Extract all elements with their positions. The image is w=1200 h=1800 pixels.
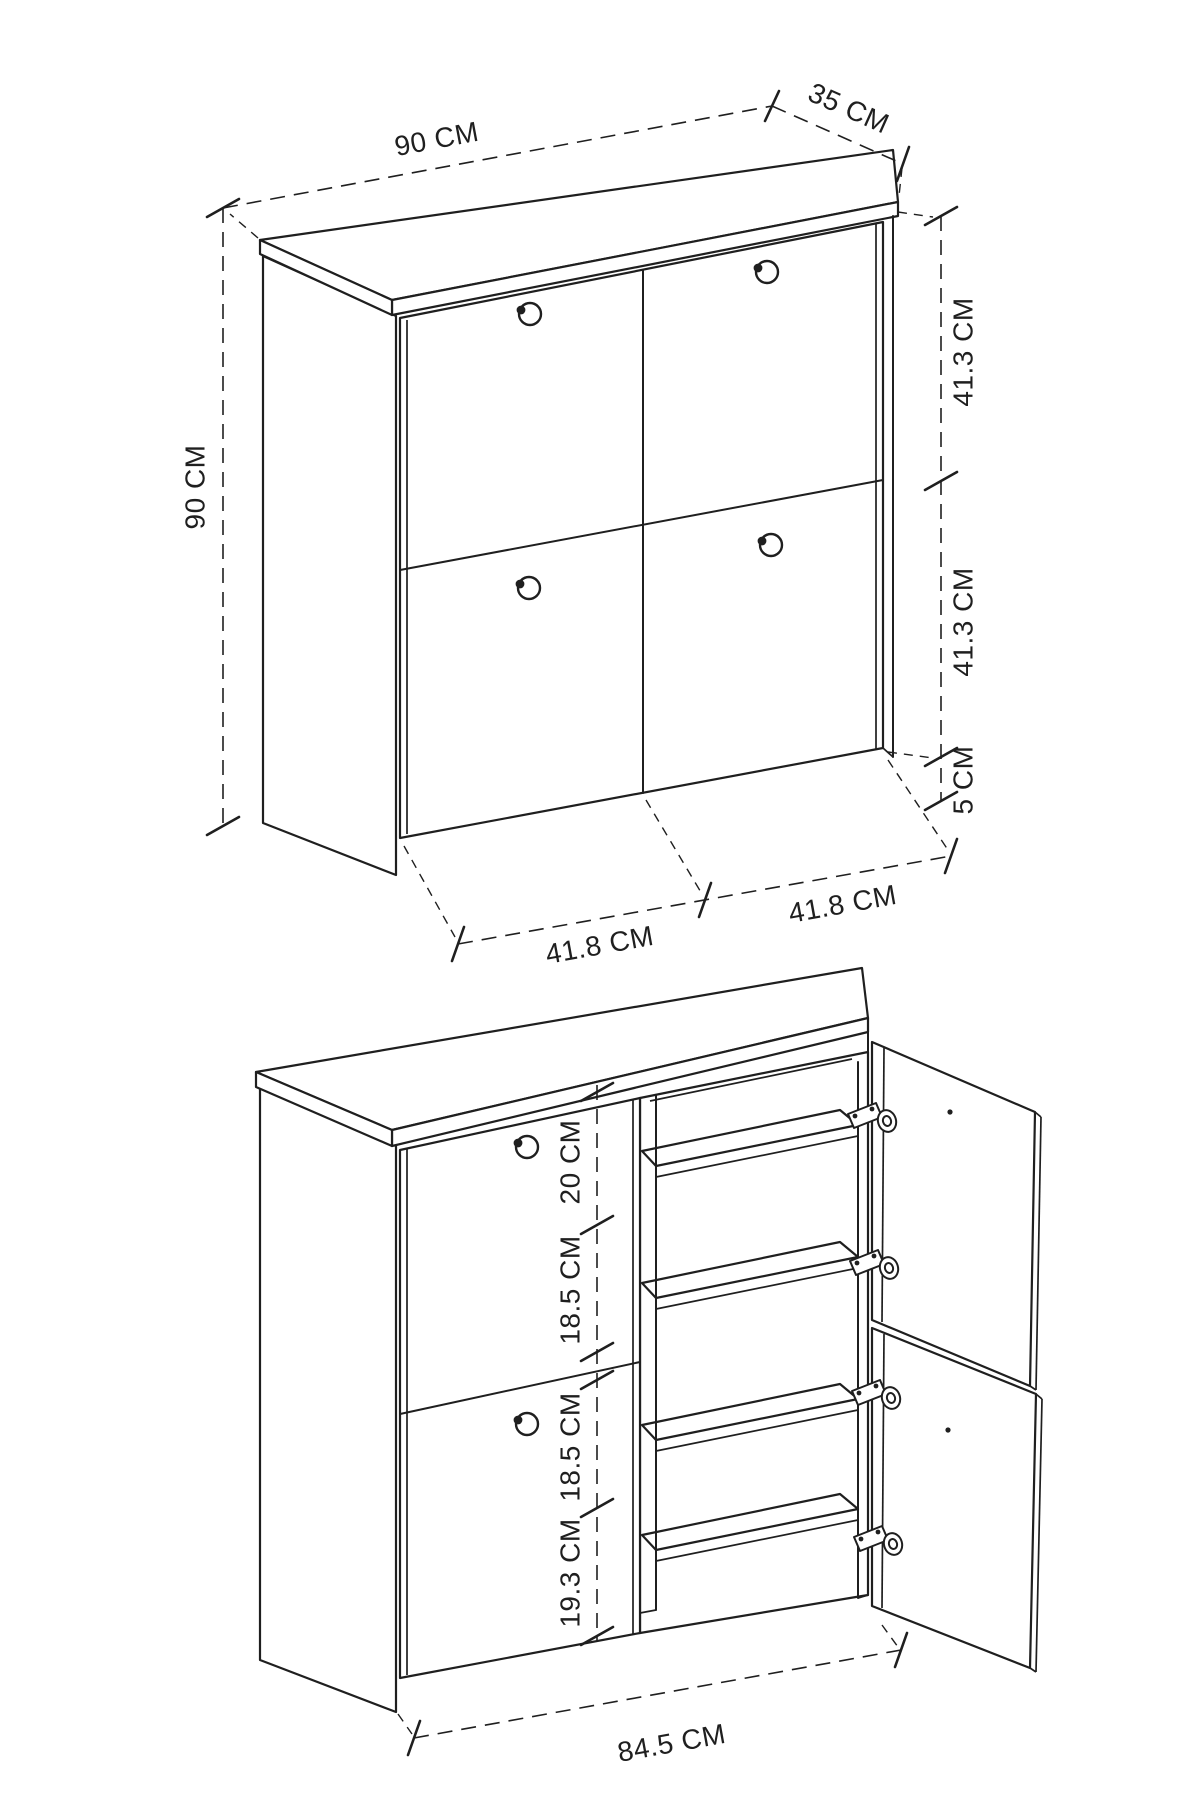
closed-cabinet-view <box>179 77 978 970</box>
left-side-panel <box>263 256 396 875</box>
dim-shelf-bottom-label: 19.3 CM <box>554 1518 586 1628</box>
dim-shelf-second-label: 18.5 CM <box>554 1235 586 1345</box>
dim-door-width-right-label: 41.8 CM <box>786 878 900 929</box>
dim-depth-top-label: 35 CM <box>803 76 894 140</box>
dim-height-left-label: 90 CM <box>179 444 211 530</box>
dim-door-upper-label: 41.3 CM <box>947 297 979 407</box>
front-doors-face <box>400 222 883 838</box>
dim-door-width-left-label: 41.8 CM <box>543 919 657 970</box>
dim-right-segments <box>888 207 978 814</box>
dim-height-left <box>179 199 258 835</box>
dim-base-label: 5 CM <box>947 745 979 815</box>
cabinet-body-open <box>256 968 1042 1712</box>
dim-inner-width-label: 84.5 CM <box>615 1717 729 1768</box>
dim-width-top-label: 90 CM <box>391 115 482 163</box>
left-side-panel <box>260 1087 396 1712</box>
dim-door-lower-label: 41.3 CM <box>947 567 979 677</box>
dim-shelf-third-label: 18.5 CM <box>554 1392 586 1502</box>
cabinet-body-closed <box>260 150 898 875</box>
dim-shelf-top-label: 20 CM <box>554 1119 586 1205</box>
open-cabinet-view <box>256 968 1042 1768</box>
